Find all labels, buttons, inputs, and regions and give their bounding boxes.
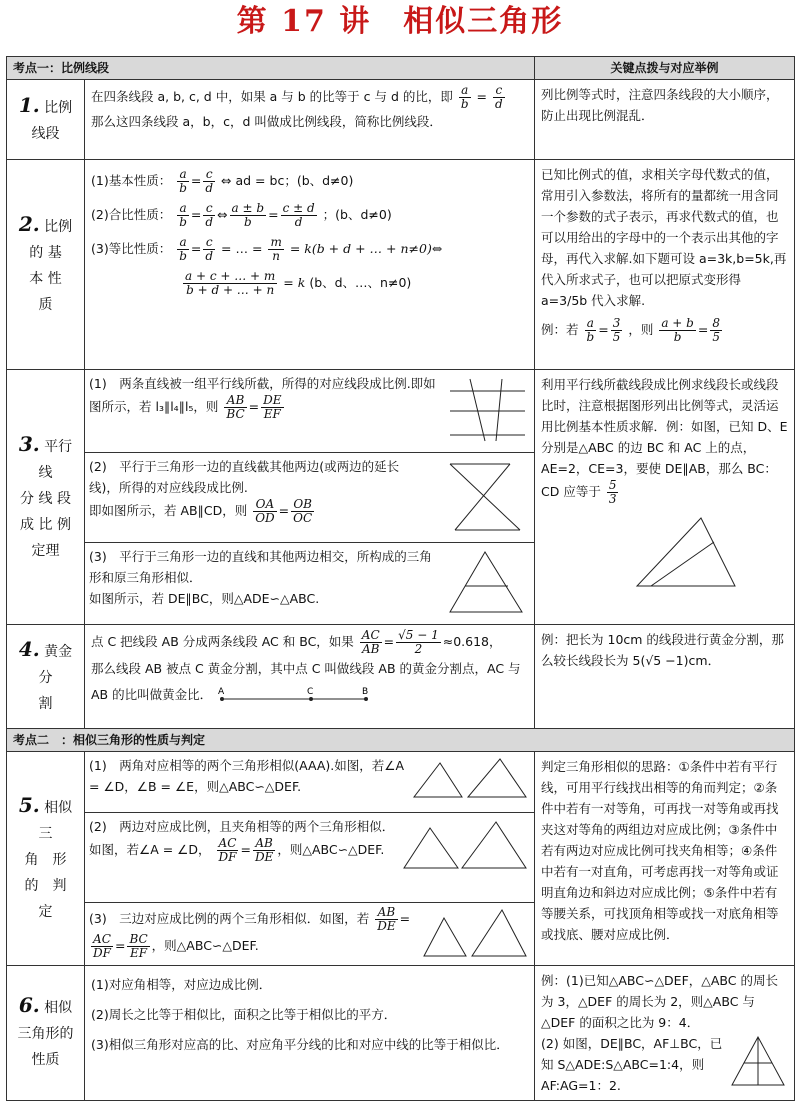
svg-text:A: A — [218, 686, 225, 697]
property-basic: (1)基本性质： $\frac{a}{b}$ = $\frac{c}{d}$ ⇔ ad = bc；(b、d≠0) — [91, 167, 354, 195]
equals-sign: = — [476, 89, 488, 104]
row-label-line: 平行线 — [38, 438, 73, 481]
row-label-line: 的 基 — [29, 245, 62, 261]
crossed-triangles-figure — [440, 456, 530, 536]
row-content-4: 点 C 把线段 AB 分成两条线段 AC 和 BC，如果 $\frac{AC}{AB}$ = $\frac{√5 - 1}{2}$ ≈0.618， 那么线段 AB 被点 C 黄金分割，其中点 C 叫做线段 AB 的黄金分割点，AC 与 AB 的比叫做黄金比． A C B — [85, 625, 535, 729]
row-note-4: 例：把长为 10cm 的线段进行黄金分割，那么较长线段长为 5(√5 −1)cm． — [535, 625, 795, 729]
note-text: 已知比例式的值，求相关字母代数式的值，常用引入参数法，将所有的量都统一用含同一个参数的式子表示，再求代数式的值，也可以用给出的字母中的一个表示出其他的字母，再代入求解.如下题可设 a=3k,b=5k,再代入所求式子，也可以把原式变形得 a=3/5b 代入求解. — [541, 167, 787, 308]
row-content-3 — [85, 370, 535, 625]
criterion-1: (1) 两角对应相等的两个三角形相似(AAA).如图，若∠A = ∠D，∠B = ∠E，则△ABC∽△DEF. — [85, 752, 534, 812]
theorem-2: (2) 平行于三角形一边的直线截其他两边(或两边的延长 线)，所得的对应线段成比例. 即如图所示，若 AB∥CD，则 $\frac{OA}{OD}$ = $\frac{OB}{OC}$ — [85, 452, 534, 542]
row-label-line: 线段 — [31, 126, 60, 142]
criterion-3: (3) 三边对应成比例的两个三角形相似．如图，若 $\frac{AB}{DE}$ = $\frac{AC}{DF}$ = $\frac{BC}{EF}$ ，则△ABC∽△DEF. — [85, 902, 534, 965]
row-label-line: 相似三 — [38, 799, 73, 842]
theorem-3: (3) 平行于三角形一边的直线和其他两边相交，所构成的三角形和原三角形相似． 如图所示，若 DE∥BC，则△ADE∽△ABC. — [85, 542, 534, 624]
row-label-line: 割 — [38, 696, 53, 712]
similar-triangles-figure-1 — [410, 755, 530, 803]
row-label-line: 黄金分 — [38, 644, 73, 686]
section-header-2: 考点二 ：相似三角形的性质与判定 — [7, 729, 795, 752]
row-number: 1. — [18, 93, 40, 117]
row-label-line: 的 判 — [24, 877, 67, 894]
svg-text:C: C — [307, 686, 314, 697]
definition-text: 那么这四条线段 a，b，c，d 叫做成比例线段，简称比例线段． — [91, 114, 442, 129]
example-triangle-figure — [631, 512, 741, 592]
similar-triangles-figure-3 — [420, 906, 530, 962]
row-label-line: 定 — [38, 903, 53, 920]
notes-header: 关键点拨与对应举例 — [535, 57, 795, 80]
property-equal-ratio: (3)等比性质： $\frac{a}{b}$ = $\frac{c}{d}$ = … = $\frac{m}{n}$ = k(b + d + … + n≠0)⇔ — [91, 235, 443, 263]
knowledge-table — [6, 56, 795, 1101]
row-label-line: 本 性 — [29, 271, 62, 287]
parallel-lines-figure — [440, 373, 530, 443]
note-example-1: 例：(1)已知△ABC∽△DEF，△ABC 的周长为 3，△DEF 的周长为 2，则△ABC 与△DEF 的面积之比为 9：4． — [541, 972, 778, 1030]
row-number: 5. — [18, 792, 40, 817]
row-label-line: 质 — [38, 297, 53, 313]
row-note-1: 列比例等式时，注意四条线段的大小顺序，防止出现比例混乱． — [535, 80, 795, 160]
definition-text: 在四条线段 a, b, c, d 中，如果 a 与 b 的比等于 c 与 d 的比，即 — [91, 89, 453, 104]
row-number: 3. — [18, 431, 40, 456]
row-label-line: 相似 — [44, 1000, 73, 1016]
theorem-1: (1) 两条直线被一组平行线所截，所得的对应线段成比例.即如图所示，若 l₃∥l₄∥l₅，则 $\frac{AB}{BC}$ = $\frac{DE}{EF}$ — [85, 370, 534, 452]
section-header-1: 考点一：比例线段 — [7, 57, 535, 80]
triangle-altitude-figure — [728, 1033, 788, 1089]
note-example-2: (2) 如图，DE∥BC，AF⊥BC，已知 S△ADE:S△ABC=1:4，则 AF:AG=1：2. — [541, 1035, 723, 1093]
row-label-line: 比例 — [44, 100, 73, 116]
property-3: (3)相似三角形对应高的比、对应角平分线的比和对应中线的比等于相似比． — [91, 1036, 509, 1052]
row-label-line: 分 线 段 — [20, 490, 71, 507]
property-1: (1)对应角相等，对应边成比例． — [91, 976, 272, 992]
row-label-1 — [7, 80, 85, 160]
triangle-parallel-figure — [440, 546, 530, 618]
row-label-line: 三角形的 — [17, 1026, 74, 1042]
row-label-4 — [7, 625, 85, 729]
row-number: 6. — [18, 993, 40, 1017]
criterion-2: (2) 两边对应成比例，且夹角相等的两个三角形相似．如图，若∠A = ∠D， $\frac{AC}{DF}$ = $\frac{AB}{DE}$ ，则△ABC∽△DEF. — [85, 812, 534, 902]
row-label-5 — [7, 752, 85, 966]
row-label-line: 定理 — [31, 542, 60, 559]
fraction: $\frac{a}{b}$ — [460, 83, 469, 111]
example: 例：若 $\frac{a}{b}$ = $\frac{3}{5}$ ，则 $\frac{a + b}{b}$ = $\frac{8}{5}$ — [541, 316, 720, 344]
row-label-line: 成 比 例 — [20, 516, 71, 533]
property-equal-ratio-result: $\frac{a + c + \dots + m}{b + d + \dots + n}$ = k (b、d、…、n≠0) — [185, 269, 412, 297]
row-label-line: 角 形 — [24, 851, 67, 868]
property-2: (2)周长之比等于相似比，面积之比等于相似比的平方． — [91, 1006, 397, 1022]
row-number: 2. — [18, 212, 40, 236]
property-sum: (2)合比性质： $\frac{a}{b}$ = $\frac{c}{d}$ ⇔ $\frac{a \pm b}{b}$ = $\frac{c \pm d}{d}$ ；(b、d≠0) — [91, 201, 392, 229]
row-content-1 — [85, 80, 535, 160]
row-label-line: 比例 — [44, 219, 73, 235]
similar-triangles-figure-2 — [400, 816, 530, 876]
row-content-6 — [85, 965, 535, 1100]
row-note-2 — [535, 160, 795, 370]
row-note-6 — [535, 965, 795, 1100]
svg-text:B: B — [362, 686, 369, 697]
row-content-5 — [85, 752, 535, 966]
row-label-line: 性质 — [31, 1052, 60, 1068]
row-number: 4. — [18, 637, 40, 661]
golden-section-line — [216, 685, 376, 707]
row-note-5: 判定三角形相似的思路：①条件中若有平行线，可用平行线找出相等的角而判定；②条件中若有一对等角，可再找一对等角或再找夹这对等角的两组边对应成比例；③条件中若有两边对应成比例可找夹角相等；④条件中若有一对直角，可考虑再找一对等角或证明直角边和斜边对应成比例；⑤条件中若有等腰关系，可找顶角相等或找一对底角相等或找底、腰对应成比例． — [535, 752, 795, 966]
row-content-2 — [85, 160, 535, 370]
row-label-6 — [7, 965, 85, 1100]
row-note-3: 利用平行线所截线段成比例求线段长或线段比时，注意根据图形列出比例等式，灵活运用比例基本性质求解．例：如图，已知 D、E 分别是△ABC 的边 BC 和 AC 上的点，AE=2，CE=3，要使 DE∥AB，那么 BC：CD 应等于 $\frac{5}{3}$ — [535, 370, 795, 625]
fraction: $\frac{c}{d}$ — [495, 83, 503, 111]
page-title: 第 17 讲 相似三角形 — [236, 4, 564, 39]
row-label-2 — [7, 160, 85, 370]
row-label-3 — [7, 370, 85, 625]
